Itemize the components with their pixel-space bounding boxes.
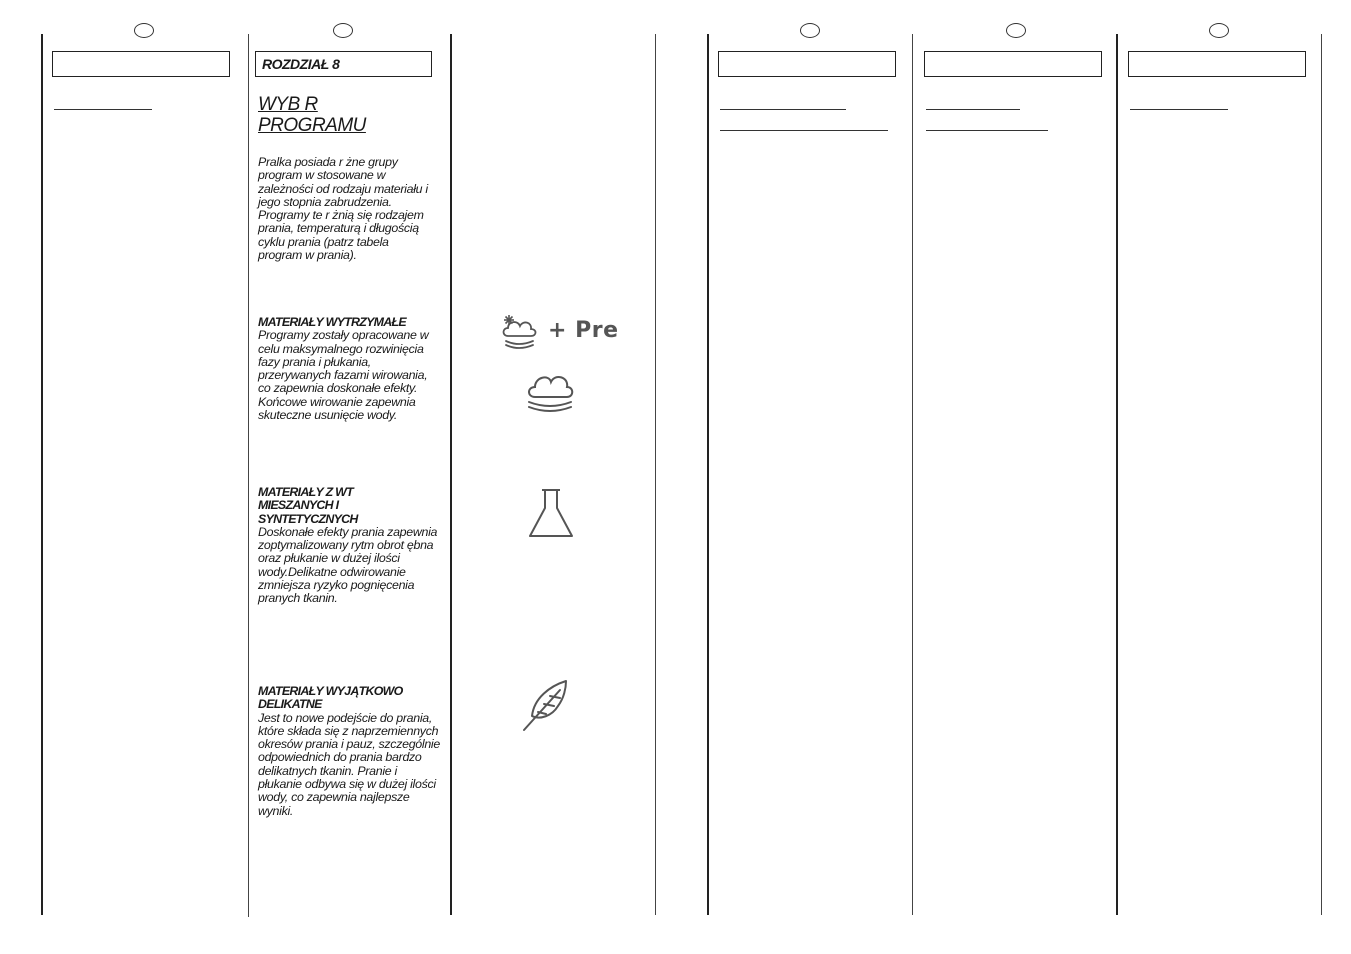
column-divider bbox=[1116, 34, 1118, 915]
language-marker bbox=[1209, 23, 1229, 38]
column-divider bbox=[41, 34, 43, 915]
column-divider bbox=[450, 34, 452, 915]
section-delicate bbox=[258, 685, 440, 818]
section-resistant bbox=[258, 316, 436, 422]
page-title-line2: PROGRAMU bbox=[258, 115, 366, 136]
chapter-label: ROZDZIAŁ 8 bbox=[262, 56, 340, 72]
page-title-line1: WYB R bbox=[258, 94, 318, 115]
title-underline bbox=[720, 130, 888, 131]
cotton-icon bbox=[523, 369, 577, 415]
title-underline bbox=[720, 109, 846, 110]
language-marker bbox=[800, 23, 820, 38]
cotton-prewash-icon bbox=[496, 312, 546, 352]
section-body: Doskonałe efekty prania zapewnia zoptymalizowany rytm obrot ębna oraz płukanie w dużej ilości wody.Delikatne odwirowanie zmniejsza ryzyko pognięcenia pranych tkanin. bbox=[258, 524, 438, 606]
column-divider bbox=[912, 34, 913, 915]
section-body: Jest to nowe podejście do prania, które składa się z naprzemiennych okresów prania i pauz, szczególnie odpowiednich do prania bardzo delikatnych tkanin. Pranie i płukanie odbywa się w dużej ilości wody, co zapewnia najlepsze wyniki. bbox=[258, 710, 440, 818]
column-divider bbox=[248, 34, 249, 917]
chapter-box bbox=[924, 51, 1102, 77]
delicate-feather-icon bbox=[520, 678, 574, 734]
language-marker bbox=[134, 23, 154, 38]
section-heading: MATERIAŁY WYTRZYMAŁE bbox=[258, 315, 406, 329]
intro-paragraph: Pralka posiada r żne grupy program w stosowane w zależności od rodzaju materiału i jego stopnia zabrudzenia. Programy te r żnią się rodzajem prania, temperaturą i długością cyklu prania (patrz tabela program w prania). bbox=[258, 155, 428, 263]
chapter-box bbox=[718, 51, 896, 77]
title-underline bbox=[54, 109, 152, 110]
title-underline bbox=[926, 109, 1020, 110]
prewash-label: + Pre bbox=[548, 318, 619, 343]
column-divider bbox=[1321, 34, 1322, 915]
chapter-box bbox=[1128, 51, 1306, 77]
synthetic-flask-icon bbox=[527, 488, 575, 540]
language-marker bbox=[333, 23, 353, 38]
title-underline bbox=[1130, 109, 1228, 110]
section-heading: MATERIAŁY WYJĄTKOWO DELIKATNE bbox=[258, 684, 403, 712]
section-body: Programy zostały opracowane w celu maksymalnego rozwinięcia fazy prania i płukania, przerywanych fazami wirowania, co zapewnia doskonałe efekty. Końcowe wirowanie zapewnia skuteczne usunięcie wody. bbox=[258, 328, 429, 423]
chapter-box bbox=[52, 51, 230, 77]
section-mixed bbox=[258, 486, 444, 606]
column-divider bbox=[707, 34, 709, 915]
section-heading: MATERIAŁY Z WT MIESZANYCH I SYNTETYCZNYCH bbox=[258, 485, 358, 526]
page-title bbox=[258, 94, 366, 136]
title-underline bbox=[926, 130, 1048, 131]
language-marker bbox=[1006, 23, 1026, 38]
column-divider bbox=[655, 34, 656, 915]
